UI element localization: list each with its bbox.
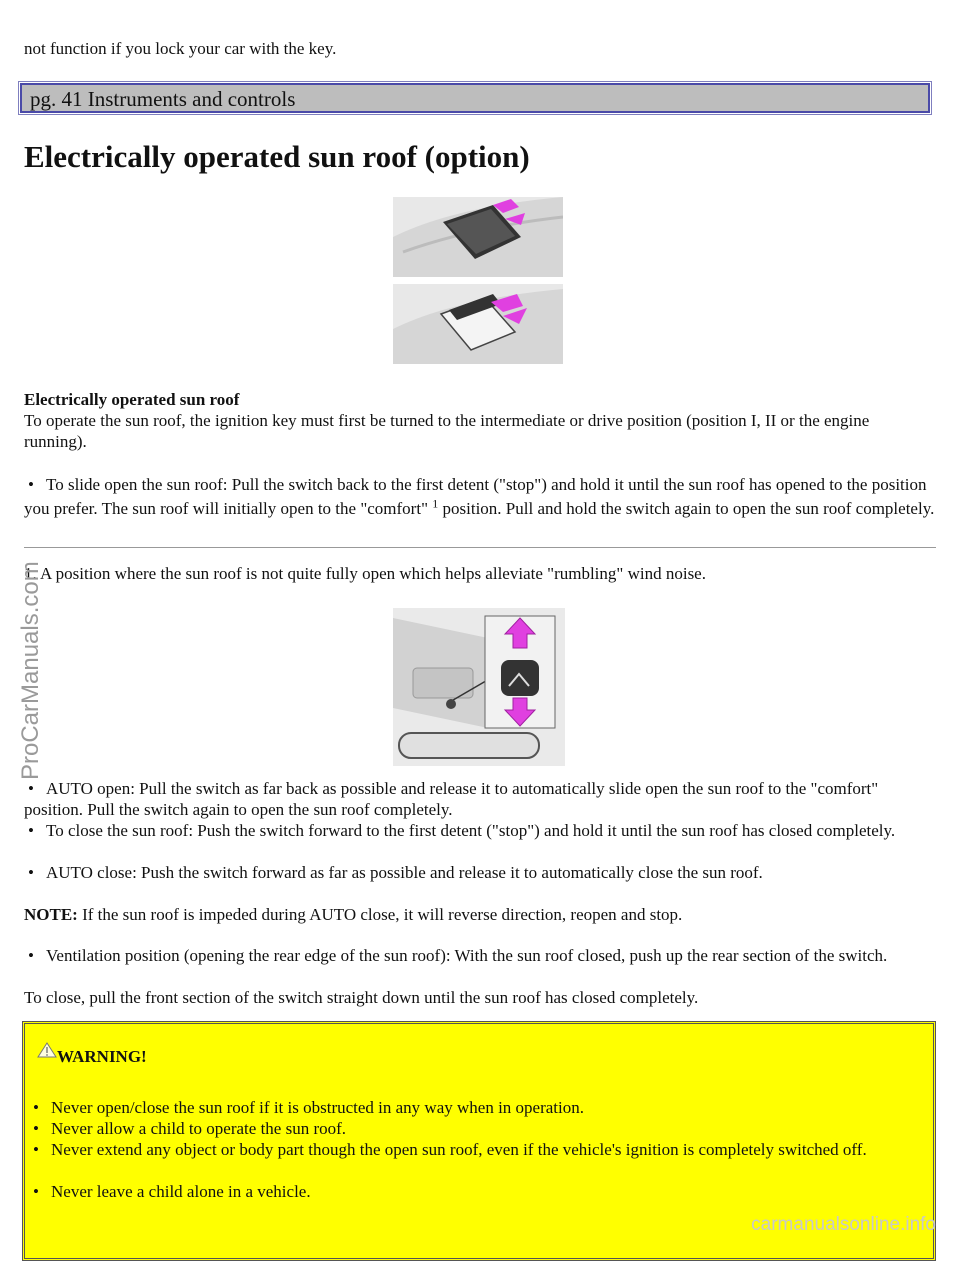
caption-title: Electrically operated sun roof — [24, 390, 240, 409]
paragraph-close: To close, pull the front section of the switch straight down until the sun roof has closed completely. — [24, 988, 699, 1007]
bullet-slide-open — [24, 473, 936, 521]
bullet-auto-close: • AUTO close: Push the switch forward as far as possible and release it to automatically close the sun roof. — [24, 862, 936, 883]
section-header — [20, 83, 930, 113]
warning-item: • Never allow a child to operate the sun roof. — [29, 1118, 919, 1139]
bullet-slide-open-text-1: To slide open the sun roof: Pull the switch back to the first detent ("stop") and hold it until the sun roof has opened to the position you prefer. The sun roof will initially open to the "comfort" — [24, 475, 927, 518]
note-label: NOTE: — [24, 905, 78, 924]
bullet-auto-open: • AUTO open: Pull the switch as far back as possible and release it to automatically slide open the sun roof to the "comfort" position. Pull the switch again to open the sun roof completely. — [24, 778, 936, 820]
warning-item: • Never extend any object or body part though the open sun roof, even if the vehicle's ignition is completely switched off. — [29, 1139, 919, 1160]
bullet-slide-open-text-2: position. Pull and hold the switch again to open the sun roof completely. — [442, 499, 935, 518]
warning-triangle-icon — [37, 1042, 57, 1058]
bullet-ventilation: • Ventilation position (opening the rear edge of the sun roof): With the sun roof closed, push up the rear section of the switch. — [24, 945, 936, 966]
note-text: If the sun roof is impeded during AUTO close, it will reverse direction, reopen and stop. — [82, 905, 683, 924]
section-header-label: pg. 41 Instruments and controls — [30, 87, 296, 111]
note — [24, 904, 936, 925]
footnote: 1. A position where the sun roof is not quite fully open which helps alleviate "rumbling" wind noise. — [24, 564, 706, 583]
sunroof-illustration-tilt — [393, 197, 563, 277]
warning-heading — [37, 1046, 147, 1067]
warning-item: • Never leave a child alone in a vehicle. — [29, 1181, 919, 1202]
footnote-divider — [24, 547, 936, 548]
warning-heading-text: WARNING! — [57, 1047, 147, 1066]
warning-item: • Never open/close the sun roof if it is obstructed in any way when in operation. — [29, 1097, 919, 1118]
sunroof-illustration-slide — [393, 284, 563, 364]
page-title: Electrically operated sun roof (option) — [24, 139, 530, 174]
switch-illustration — [393, 608, 565, 766]
footer-watermark: carmanualsonline.info — [751, 1214, 936, 1235]
watermark: ProCarManuals.com — [17, 561, 44, 780]
intro-text: not function if you lock your car with the key. — [24, 39, 337, 58]
bullet-close: • To close the sun roof: Push the switch forward to the first detent ("stop") and hold it until the sun roof has closed completely. — [24, 820, 936, 841]
footnote-ref: 1 — [432, 496, 439, 511]
paragraph-ignition: To operate the sun roof, the ignition key must first be turned to the intermediate or drive position (position I, II or the engine running). — [24, 411, 870, 451]
